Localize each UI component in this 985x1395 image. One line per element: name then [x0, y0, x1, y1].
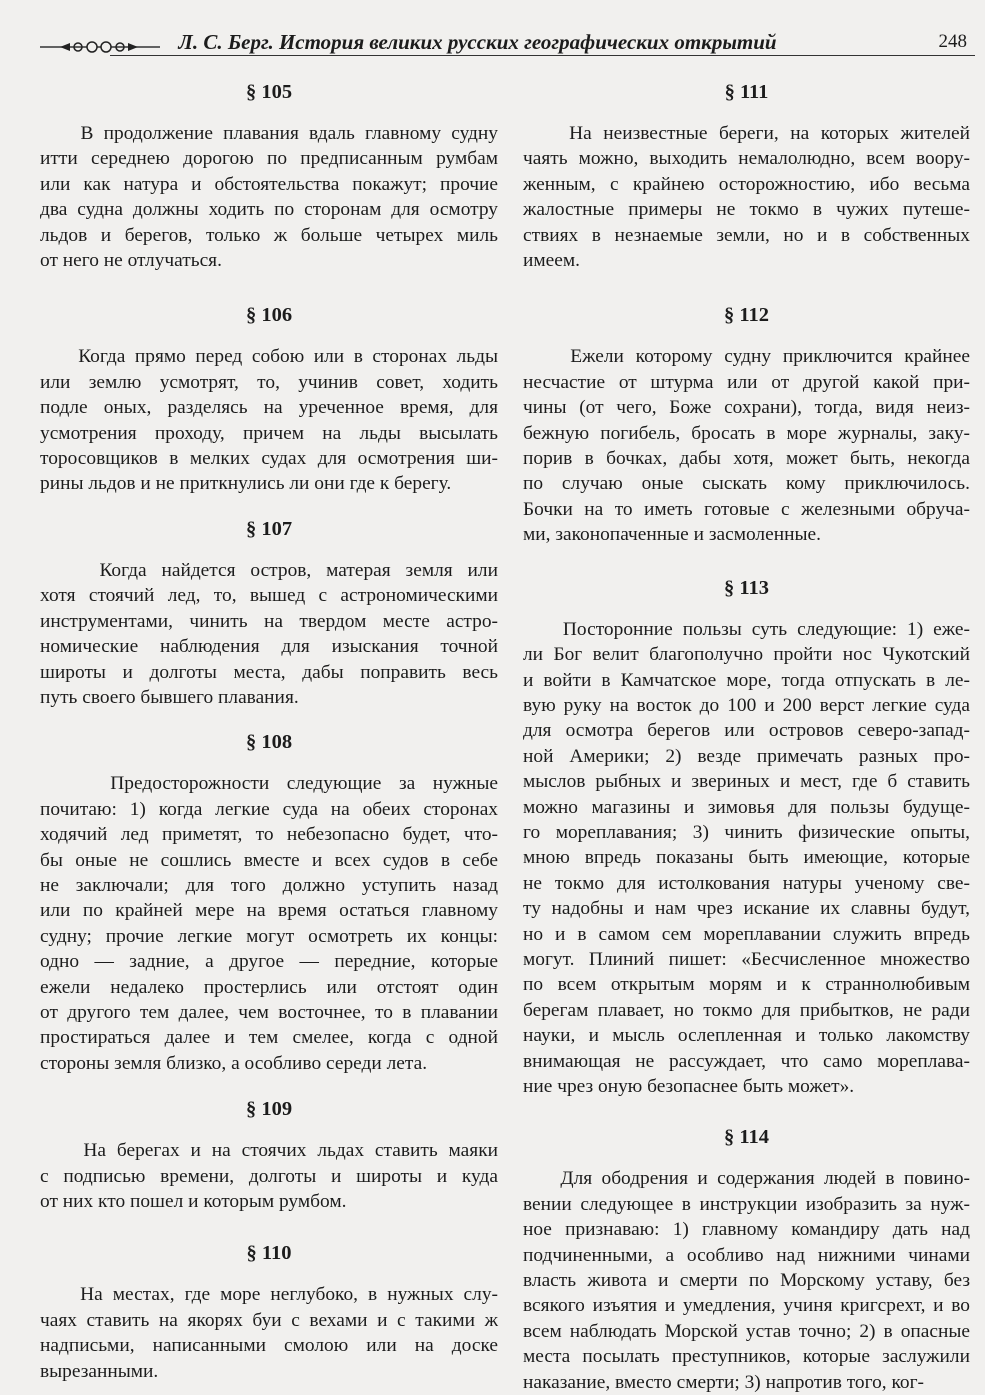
text-line: наказание, вместо смерти; 3) напротив того, ког-	[523, 1371, 925, 1393]
text-line: и войти в Камчатское море, тогда отпускать в ле-	[523, 669, 970, 691]
text-line: судну; прочие легкие могут осмотреть их концы:	[40, 925, 498, 947]
section-body	[40, 771, 498, 1076]
text-line: можно магазины и зимовья для пользы будуще-	[523, 796, 970, 818]
section-body	[40, 1138, 498, 1214]
section-105	[40, 80, 498, 273]
text-line: одно — задние, а другое — передние, которые	[40, 951, 498, 973]
section-body	[40, 558, 498, 710]
text-line: льдов и берегов, только ж больше четырех миль	[40, 224, 498, 246]
text-line: рины льдов и не приткнулись ли они где к берегу.	[40, 473, 452, 495]
section-heading: § 108	[245, 731, 293, 754]
text-line: берегам плавает, но токмо для прибытков, не ради	[523, 999, 970, 1021]
section-114	[523, 1125, 970, 1395]
section-heading: § 109	[245, 1098, 293, 1121]
section-107	[40, 517, 498, 710]
text-line: На местах, где море неглубоко, в нужных слу-	[40, 1284, 498, 1306]
text-line: вую руку на восток до 100 и 200 верст легкие суда	[523, 694, 970, 716]
section-body	[523, 617, 970, 1100]
text-line: На берегах и на стоячих льдах ставить маяки	[40, 1140, 498, 1162]
running-header	[40, 28, 975, 58]
text-line: могут. Плиний пишет: «Бесчисленное множество	[523, 948, 970, 970]
text-line: вырезанными.	[40, 1360, 159, 1382]
section-112	[523, 303, 970, 547]
text-line: бы оные не сошлись вместе и всех судов в себе	[40, 849, 498, 871]
text-line: ми, законопаченные и засмоленные.	[523, 524, 821, 546]
text-line: мыслов рыбных и звериных и мест, где б ставить	[523, 771, 970, 793]
section-body	[523, 121, 970, 273]
text-line: от него не отлучаться.	[40, 250, 222, 272]
text-line: ной Америки; 2) везде примечать разных про-	[523, 745, 970, 767]
text-line: бежную погибель, бросать в море журналы, заку-	[523, 422, 970, 444]
text-line: Ежели которому судну приключится крайнее	[523, 346, 970, 368]
text-line: номические наблюдения для изыскания точной	[40, 636, 498, 658]
text-line: несчастие от штурма или от другой какой при-	[523, 371, 970, 393]
text-line: по случаю оные сыскать кому приключилось.	[523, 473, 970, 495]
text-line: ежели недалеко простерлись или отстоят один	[40, 976, 498, 998]
page-number: 248	[938, 31, 967, 52]
text-line: Бочки на то иметь готовые с железными обруча-	[523, 498, 970, 520]
book-title: Л. С. Берг. История великих русских географических открытий	[178, 30, 777, 54]
text-line: внимающая не рассуждает, что само мореплава-	[523, 1050, 970, 1072]
text-line: не заключали; для того должно уступить назад	[40, 874, 498, 896]
section-111	[523, 80, 970, 273]
text-line: широты и долготы места, дабы поправить весь	[40, 661, 498, 683]
text-line: ли Бог велит благополучно пройти нос Чукотский	[523, 644, 970, 666]
text-line: женным, с крайнею осторожностию, ибо весьма	[523, 173, 970, 195]
text-line: или как натура и обстоятельства покажут; прочие	[40, 173, 498, 195]
text-line: В продолжение плавания вдаль главному судну	[40, 123, 498, 144]
section-heading: § 106	[245, 304, 293, 327]
section-110	[40, 1241, 498, 1384]
text-line: два судна должны ходить по сторонам для осмотру	[40, 199, 498, 221]
text-line: ствиях в незнаемые земли, но и в собственных	[523, 224, 970, 246]
text-line: места посылать преступников, которые заслужили	[523, 1346, 970, 1368]
section-heading: § 107	[245, 517, 293, 540]
text-line: итти середнею дорогою по предписанным румбам	[40, 148, 498, 170]
text-line: чаять можно, выходить немалолюдно, всем воору-	[523, 148, 970, 170]
section-108	[40, 730, 498, 1076]
text-line: ное признаваю: 1) главному командиру дать над	[523, 1219, 970, 1241]
text-line: или по крайней мере на время остаться главному	[40, 900, 498, 922]
text-line: подле оных, разделясь на уреченное время, для	[40, 397, 498, 419]
text-line: всем наблюдать Морской устав точно; 2) в опасные	[523, 1320, 970, 1342]
text-line: простираться далее и тем смелее, когда с одной	[40, 1027, 498, 1049]
section-heading: § 113	[724, 576, 769, 599]
text-line: власть живота и смерти по Морскому уставу, без	[523, 1270, 970, 1292]
text-line: порив в бочках, дабы хотя, может быть, некогда	[523, 448, 970, 470]
text-line: надписьми, написанными смолою или на доске	[40, 1335, 498, 1357]
section-heading: § 112	[724, 304, 769, 327]
text-line: Когда найдется остров, матерая земля или	[40, 559, 498, 581]
section-body	[40, 1282, 498, 1384]
text-line: для осмотра берегов или островов северо-запад-	[523, 720, 970, 742]
section-106	[40, 303, 498, 496]
text-line: от них кто пошел и которым румбом.	[40, 1191, 347, 1212]
text-line: науки, и мысль ослепленная и только лакомству	[523, 1025, 970, 1047]
section-body	[523, 1166, 970, 1395]
text-line: ходячий лед приметят, то небезопасно будет, что-	[40, 824, 498, 846]
section-heading: § 114	[724, 1126, 769, 1149]
text-line: На неизвестные береги, на которых жителей	[523, 123, 970, 144]
section-heading: § 111	[724, 81, 769, 103]
left-column	[40, 80, 498, 1384]
text-line: от другого тем далее, чем восточнее, то в плавании	[40, 1001, 498, 1023]
right-column	[523, 80, 970, 1395]
text-line: по всем открытым морям и к страннолюбивым	[523, 974, 970, 996]
text-line: ние чрез оную безопаснее быть может».	[523, 1076, 855, 1097]
text-line: почитаю: 1) когда легкие суда на обеих сторонах	[40, 798, 498, 820]
text-line: или землю усмотрят, то, учинив совет, ходить	[40, 371, 498, 393]
text-line: ту надобны и нам чрез искание их славны будут,	[523, 898, 970, 920]
text-line: Когда прямо перед собою или в сторонах льды	[40, 346, 498, 368]
text-line: Предосторожности следующие за нужные	[40, 773, 498, 795]
text-line: подчиненными, а особливо над нижними чинами	[523, 1244, 970, 1266]
text-line: Для ободрения и содержания людей в повино-	[523, 1168, 970, 1190]
text-line: усмотрения проходу, причем на льды высылать	[40, 422, 498, 444]
header-rule	[110, 55, 975, 56]
text-line: го мореплавания; 3) чинить физические опыты,	[523, 821, 970, 843]
text-line: чины (от чего, Боже сохрани), тогда, видя неиз-	[523, 397, 970, 419]
text-line: стороны земля близко, а особливо середи лета.	[40, 1052, 428, 1074]
text-line: всякого изъятия и умедления, учиня кригсрехт, и во	[523, 1295, 970, 1317]
section-body	[40, 121, 498, 273]
section-heading: § 105	[245, 81, 293, 103]
text-line: Посторонние пользы суть следующие: 1) еже-	[523, 618, 970, 640]
text-line: имеем.	[523, 250, 580, 272]
text-line: чаях ставить на якорях буи с вехами и с такими ж	[40, 1309, 498, 1331]
section-109	[40, 1097, 498, 1214]
text-line: путь своего бывшего плавания.	[40, 686, 299, 708]
section-body	[40, 344, 498, 496]
text-line: торосовщиков в мелких судах для осмотрения ши-	[40, 448, 498, 470]
text-line: не токмо для истолкования натуры ученому све-	[523, 872, 970, 894]
text-line: с подписью времени, долготы и широты и куда	[40, 1165, 498, 1187]
section-113	[523, 576, 970, 1100]
text-line: но и в самом сем мореплавании служить впредь	[523, 923, 970, 945]
section-heading: § 110	[246, 1242, 292, 1265]
section-body	[523, 344, 970, 547]
text-line: хотя стоячий лед, то, вышед с астрономическими	[40, 585, 498, 607]
text-line: вении следующее в инструкции изобразить за нуж-	[523, 1193, 970, 1215]
text-line: мною впредь показаны быть имеющие, которые	[523, 847, 970, 869]
text-line: инструментами, чинить на твердом месте астро-	[40, 610, 498, 632]
text-line: жалостные примеры не токмо в чужих путеше-	[523, 199, 970, 221]
